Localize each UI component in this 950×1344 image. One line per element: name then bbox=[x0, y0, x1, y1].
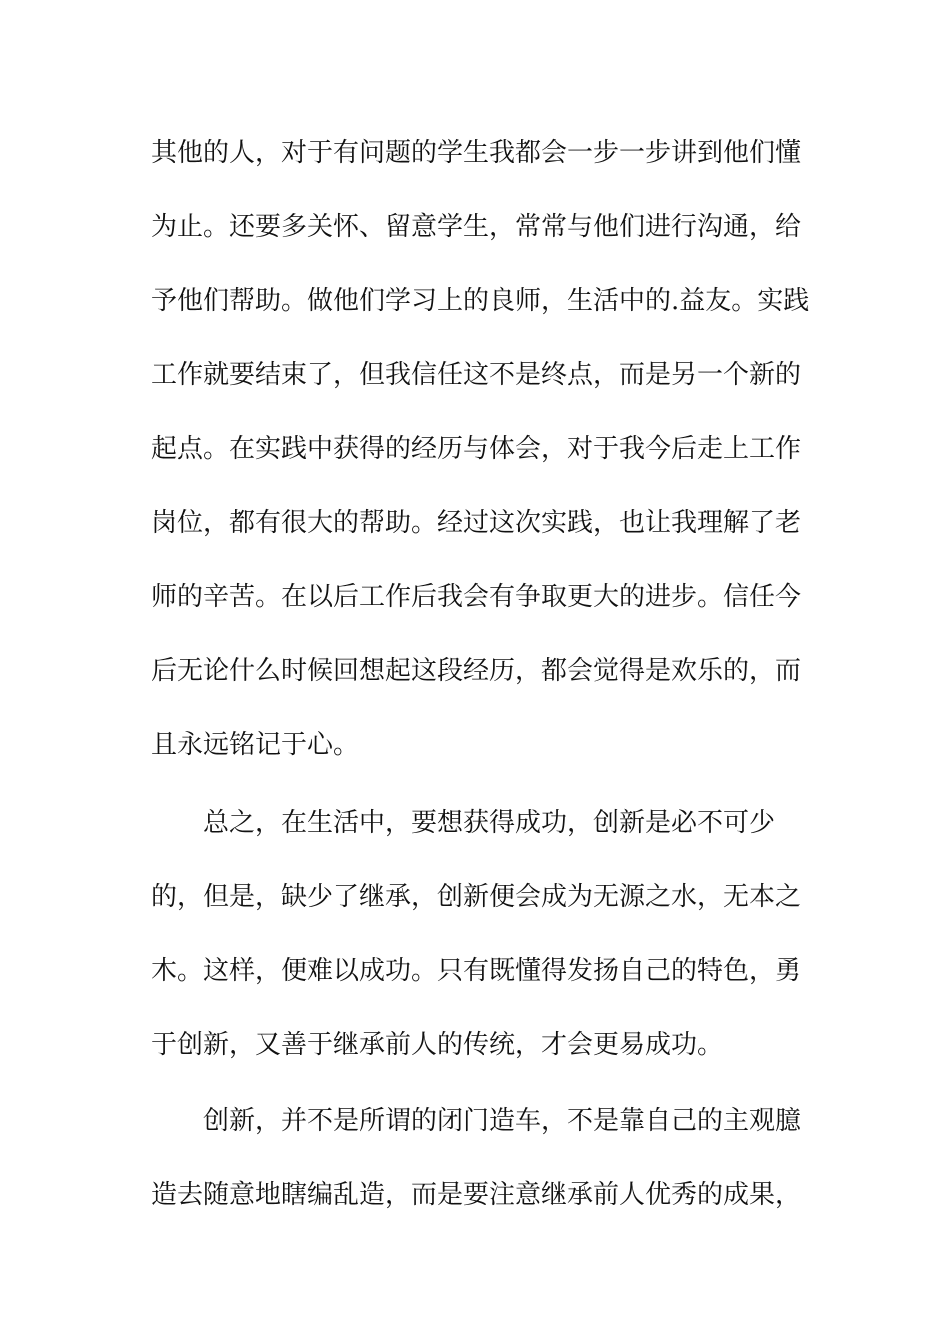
paragraph-line: 后无论什么时候回想起这段经历，都会觉得是欢乐的，而 bbox=[151, 656, 802, 686]
paragraph-line: 于创新，又善于继承前人的传统，才会更易成功。 bbox=[151, 1030, 724, 1060]
paragraph-line: 师的辛苦。在以后工作后我会有争取更大的进步。信任今 bbox=[151, 582, 802, 612]
paragraph-line: 的，但是，缺少了继承，创新便会成为无源之水，无本之 bbox=[151, 882, 802, 912]
paragraph-line: 起点。在实践中获得的经历与体会，对于我今后走上工作 bbox=[151, 434, 802, 464]
paragraph-line: 木。这样，便难以成功。只有既懂得发扬自己的特色，勇 bbox=[151, 956, 802, 986]
paragraph-line: 造去随意地瞎编乱造，而是要注意继承前人优秀的成果， bbox=[151, 1180, 802, 1210]
paragraph-line: 其他的人，对于有问题的学生我都会一步一步讲到他们懂 bbox=[151, 138, 802, 168]
paragraph-line: 创新，并不是所谓的闭门造车，不是靠自己的主观臆 bbox=[203, 1106, 802, 1136]
paragraph-line: 予他们帮助。做他们学习上的良师，生活中的.益友。实践 bbox=[151, 286, 810, 316]
paragraph-line: 岗位，都有很大的帮助。经过这次实践，也让我理解了老 bbox=[151, 508, 802, 538]
paragraph-line: 总之，在生活中，要想获得成功，创新是必不可少 bbox=[203, 808, 776, 838]
paragraph-line: 且永远铭记于心。 bbox=[151, 730, 360, 760]
paragraph-line: 为止。还要多关怀、留意学生，常常与他们进行沟通，给 bbox=[151, 212, 802, 242]
paragraph-line: 工作就要结束了，但我信任这不是终点，而是另一个新的 bbox=[151, 360, 802, 390]
